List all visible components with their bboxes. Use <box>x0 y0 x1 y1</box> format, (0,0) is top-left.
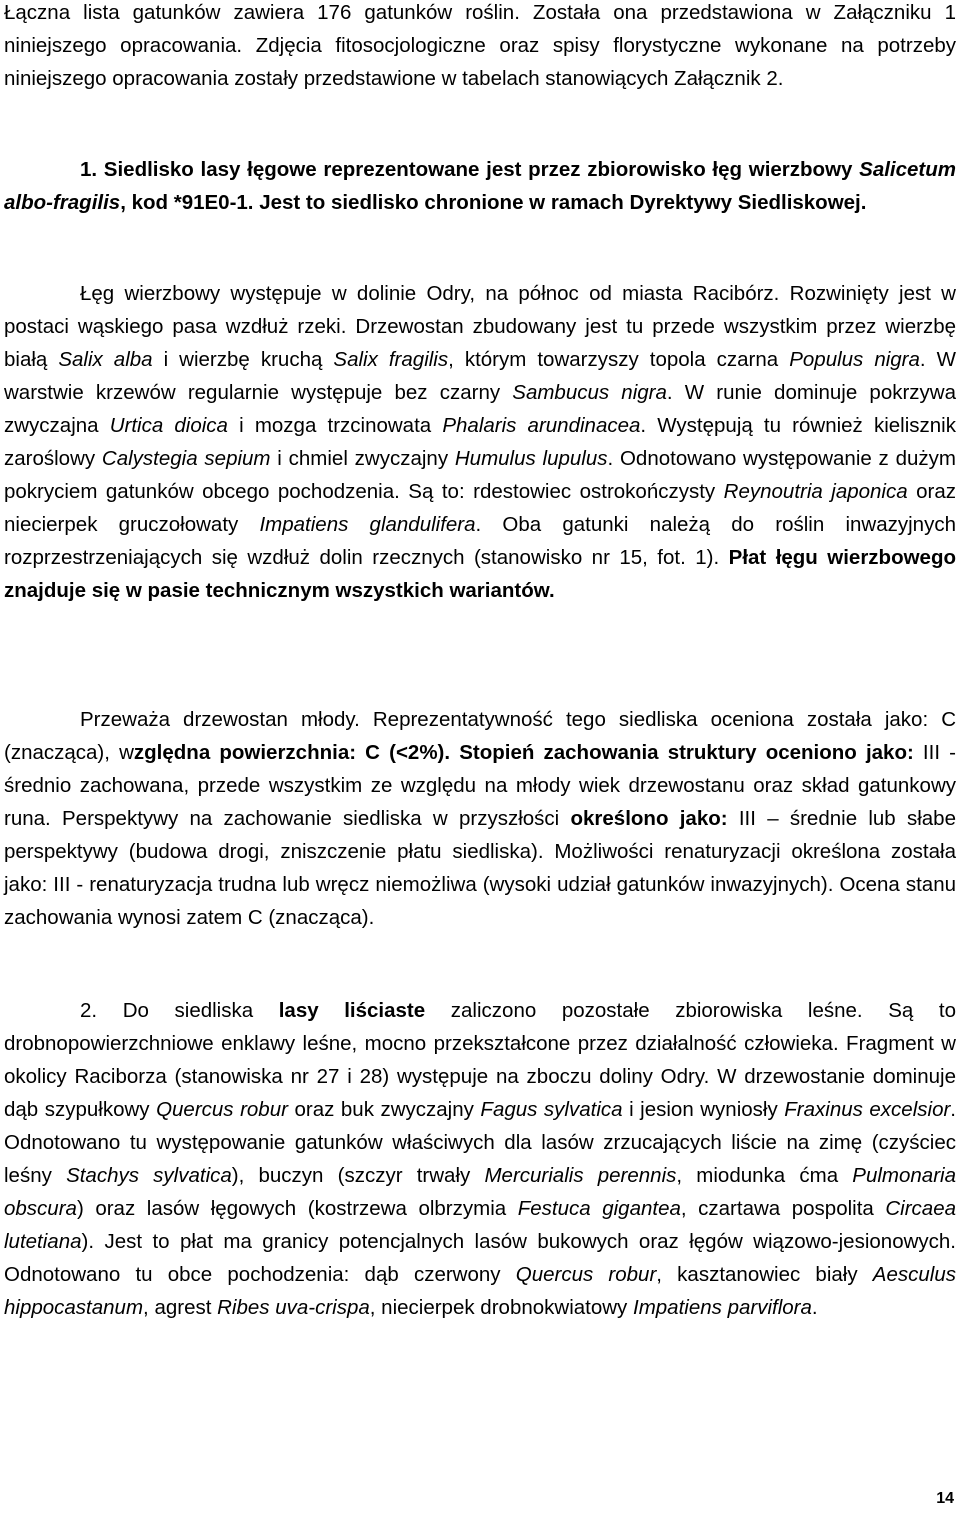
text-span: Łączna lista gatunków zawiera 176 gatunków roślin. Została ona przedstawiona w Załączniku 1 niniejszego opracowania. Zdjęcia fitosocjologiczne oraz spisy florystyczne wykonane na potrzeby niniejszego opracowania zostały przedstawione w tabelach stanowiących Załącznik 2. <box>4 1 956 90</box>
text-span: i mozga trzcinowata <box>227 414 443 437</box>
text-span: . Występują tu również kielisznik zaroślowy <box>4 414 956 470</box>
latin-name: Populus nigra <box>789 348 920 371</box>
bold-text: określono jako: <box>570 807 728 830</box>
latin-name: Aesculus hippocastanum <box>4 1263 956 1319</box>
text-span: Przeważa drzewostan młody. Reprezentatywność tego siedliska oceniona została jako: C (znacząca), w <box>4 708 956 764</box>
text-span: Łęg wierzbowy występuje w dolinie Odry, na północ od miasta Racibórz. Rozwinięty jest w postaci wąskiego pasa wzdłuż rzeki. Drzewostan zbudowany jest tu przede wszystkim przez wierzbę białą <box>4 282 956 371</box>
paragraph-assessment <box>4 703 956 934</box>
text-span: , czartawa pospolita <box>680 1197 886 1220</box>
latin-name: Fagus sylvatica <box>480 1098 623 1121</box>
text-span: . Odnotowano tu występowanie gatunków właściwych dla lasów zrzucających liście na zimę (czyściec leśny <box>4 1098 956 1187</box>
latin-name: Impatiens parviflora <box>633 1296 812 1319</box>
paragraph-habitat-2-deciduous <box>4 994 956 1324</box>
text-span: ) oraz lasów łęgowych (kostrzewa olbrzymia <box>76 1197 518 1220</box>
latin-name: Mercurialis perennis <box>484 1164 677 1187</box>
latin-name: Festuca gigantea <box>517 1197 681 1220</box>
text-span: III - średnio zachowana, przede wszystkim ze względu na młody wiek drzewostanu oraz skład gatunkowy runa. Perspektywy na zachowanie siedliska w przyszłości <box>4 741 956 830</box>
paragraph-habitat-1-heading <box>4 153 956 219</box>
paragraph-species-list <box>4 0 956 95</box>
text-span: i chmiel zwyczajny <box>270 447 455 470</box>
text-span: i wierzbę kruchą <box>152 348 334 371</box>
text-span: . Oba gatunki należą do roślin inwazyjnych rozprzestrzeniających się wzdłuż dolin rzecznych (stanowisko nr 15, fot. 1). <box>4 513 956 569</box>
latin-name: Salicetum albo-fragilis <box>4 158 956 214</box>
latin-name: Salix fragilis <box>333 348 449 371</box>
text-span: 1. Siedlisko lasy łęgowe reprezentowane jest przez zbiorowisko łęg wierzbowy <box>80 158 860 181</box>
bold-text: lasy liściaste <box>278 999 426 1022</box>
text-span: i jesion wyniosły <box>622 1098 785 1121</box>
text-span: , którym towarzyszy topola czarna <box>448 348 790 371</box>
latin-name: Salix alba <box>58 348 153 371</box>
text-span: . W warstwie krzewów regularnie występuje bez czarny <box>4 348 956 404</box>
text-span: oraz niecierpek gruczołowaty <box>4 480 956 536</box>
latin-name: Impatiens glandulifera <box>259 513 476 536</box>
text-span: 2. Do siedliska <box>80 999 279 1022</box>
latin-name: Quercus robur <box>515 1263 657 1286</box>
text-span: , niecierpek drobnokwiatowy <box>369 1296 633 1319</box>
latin-name: Circaea lutetiana <box>4 1197 957 1253</box>
text-span: , kod *91E0-1. Jest to siedlisko chronione w ramach Dyrektywy Siedliskowej. <box>120 191 867 214</box>
text-span: . W runie dominuje pokrzywa zwyczajna <box>4 381 957 437</box>
bold-text: Płat łęgu wierzbowego znajduje się w pasie technicznym wszystkich wariantów. <box>4 546 956 602</box>
text-span: III – średnie lub słabe perspektywy (budowa drogi, zniszczenie płatu siedliska). Możliwości renaturyzacji określona została jako: III - renaturyzacja trudna lub wręcz niemożliwa (wysoki udział gatunków inwazyjnych). Ocena stanu zachowania wynosi zatem C (znacząca). <box>4 807 956 929</box>
paragraph-willow-riparian <box>4 277 956 607</box>
text-span: . <box>811 1296 818 1319</box>
text-span: . Odnotowano występowanie z dużym pokryciem gatunków obcego pochodzenia. Są to: rdestowiec ostrokończysty <box>4 447 956 503</box>
text-span: oraz buk zwyczajny <box>287 1098 481 1121</box>
text-span: , miodunka ćma <box>676 1164 853 1187</box>
latin-name: Urtica dioica <box>109 414 228 437</box>
latin-name: Reynoutria japonica <box>723 480 908 503</box>
text-span: , agrest <box>143 1296 218 1319</box>
latin-name: Ribes uva-crispa <box>217 1296 370 1319</box>
text-span: zaliczono pozostałe zbiorowiska leśne. Są to drobnopowierzchniowe enklawy leśne, mocno przekształcone przez działalność człowieka. Fragment w okolicy Raciborza (stanowiska nr 27 i 28) występuje na zboczu doliny Odry. W drzewostanie dominuje dąb szypułkowy <box>4 999 956 1121</box>
latin-name: Pulmonaria obscura <box>4 1164 956 1220</box>
page-number: 14 <box>936 1490 954 1507</box>
latin-name: Calystegia sepium <box>101 447 271 470</box>
latin-name: Humulus lupulus <box>454 447 608 470</box>
text-span: ), buczyn (szczyr trwały <box>231 1164 485 1187</box>
text-span: , kasztanowiec biały <box>656 1263 873 1286</box>
bold-text <box>4 158 956 214</box>
bold-text: zględna powierzchnia: C (<2%). Stopień zachowania struktury oceniono jako: <box>133 741 914 764</box>
latin-name: Quercus robur <box>156 1098 288 1121</box>
latin-name: Phalaris arundinacea <box>442 414 641 437</box>
latin-name: Stachys sylvatica <box>66 1164 232 1187</box>
latin-name: Sambucus nigra <box>512 381 667 404</box>
latin-name: Fraxinus excelsior <box>784 1098 951 1121</box>
text-span: ). Jest to płat ma granicy potencjalnych lasów bukowych oraz łęgów wiązowo-jesionowych. Odnotowano tu obce pochodzenia: dąb czerwony <box>4 1230 956 1286</box>
